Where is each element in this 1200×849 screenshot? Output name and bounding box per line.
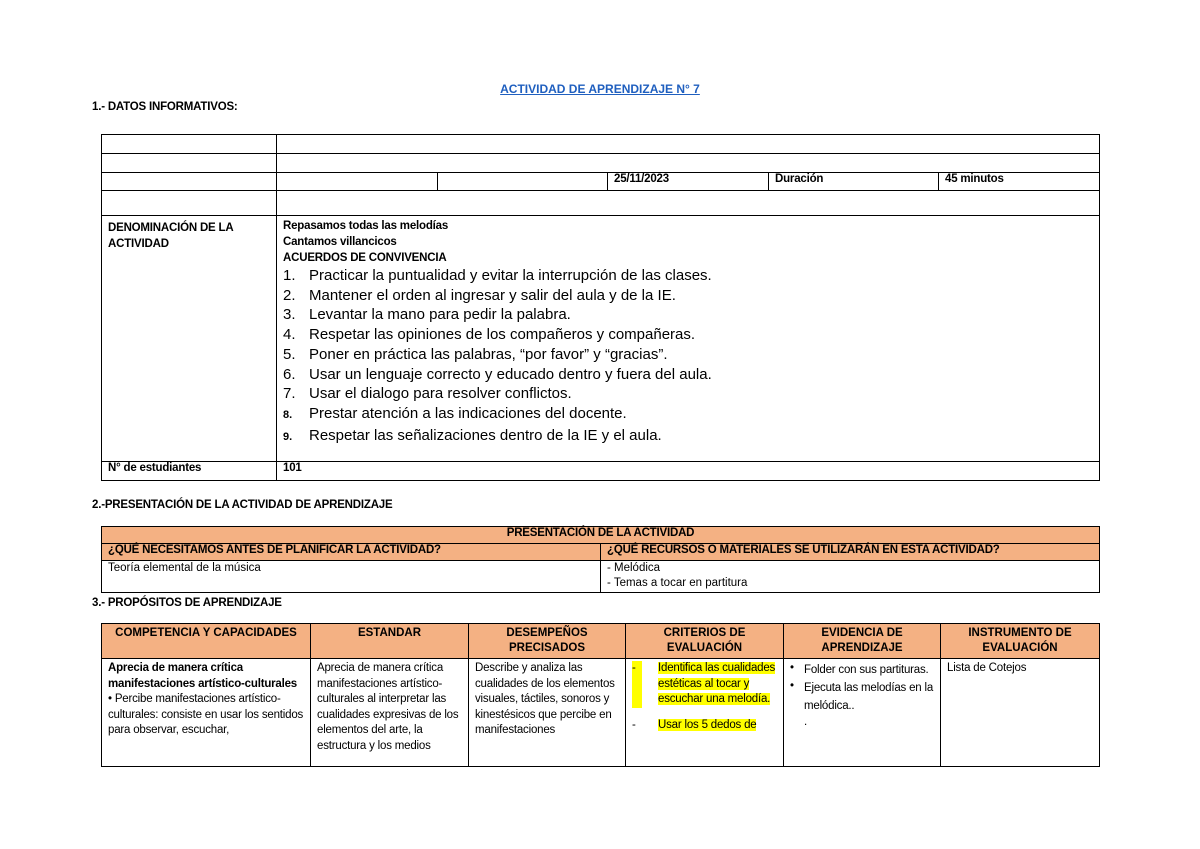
table-row [102,154,1100,173]
evidencia-extra: . [804,716,807,728]
criterio-text: Identifica las cualidades estéticas al tocar y escuchar una melodía. [658,662,776,705]
desempenos-cell: Describe y analiza las cualidades de los elementos visuales, táctiles, sonoros y kinestésicos que percibe en manifestaciones [469,659,626,767]
list-item: • Folder con sus partituras. [790,661,934,679]
criterios-cell [626,659,784,767]
table-row [102,527,1100,544]
table-row [102,624,1100,659]
denominacion-label: DENOMINACIÓN DE LA ACTIVIDAD [102,216,277,462]
col-header-recursos: ¿QUÉ RECURSOS O MATERIALES SE UTILIZARÁN EN ESTA ACTIVIDAD? [601,544,1100,561]
list-item: 8. Prestar atención a las indicaciones del docente. [283,404,627,422]
col-header-necesitamos: ¿QUÉ NECESITAMOS ANTES DE PLANIFICAR LA ACTIVIDAD? [102,544,601,561]
header-criterios: CRITERIOS DE EVALUACIÓN [626,624,784,659]
empty-cell [438,173,608,191]
estudiantes-label: N° de estudiantes [102,462,277,481]
propositos-table [101,623,1100,767]
section-heading-presentacion: 2.-PRESENTACIÓN DE LA ACTIVIDAD DE APRENDIZAJE [92,499,393,511]
estudiantes-value: 101 [277,462,1100,481]
empty-cell [277,154,1100,173]
list-item: - Melódica [607,562,661,574]
actividad-cell [277,216,1100,462]
bullet-icon: • [790,662,794,674]
criterio-text: Usar los 5 dedos de [658,718,757,731]
estandar-cell: Aprecia de manera crítica manifestaciones artístico-culturales al interpretar las cualidades expresivas de los elementos del arte, la estructura y los medios [311,659,469,767]
list-item: 7. Usar el dialogo para resolver conflictos. [283,385,572,403]
table-row [102,561,1100,593]
table-row [102,191,1100,216]
list-item: • Ejecuta las melodías en la melódica.. [790,679,934,715]
duration-value: 45 minutos [939,173,1100,191]
empty-cell [277,173,438,191]
section-heading-propositos: 3.- PROPÓSITOS DE APRENDIZAJE [92,597,282,609]
header-competencia: COMPETENCIA Y CAPACIDADES [102,624,311,659]
empty-cell [102,154,277,173]
empty-cell [277,135,1100,154]
table-row [102,173,1100,191]
list-item: 4. Respetar las opiniones de los compañeros y compañeras. [283,326,696,344]
list-item: - Temas a tocar en partitura [607,577,748,589]
header-evidencia: EVIDENCIA DE APRENDIZAJE [784,624,941,659]
list-item: - Identifica las cualidades estéticas al tocar y escuchar una melodía. [632,661,777,708]
recursos-values [601,561,1100,593]
list-item: - Usar los 5 dedos de [632,718,757,731]
acuerdos-list [283,266,1093,447]
instrumento-cell: Lista de Cotejos [941,659,1100,767]
bullet-icon: • [790,680,794,692]
list-item: 3. Levantar la mano para pedir la palabra. [283,306,571,324]
table-row [102,659,1100,767]
competencia-title: Aprecia de manera crítica manifestaciones artístico-culturales [108,662,298,690]
section-heading-datos: 1.- DATOS INFORMATIVOS: [92,101,238,113]
actividad-line: Cantamos villancicos [283,236,397,248]
presentacion-title: PRESENTACIÓN DE LA ACTIVIDAD [102,527,1100,544]
header-instrumento: INSTRUMENTO DE EVALUACIÓN [941,624,1100,659]
empty-cell [102,191,277,216]
table-row [102,216,1100,462]
empty-cell [102,135,277,154]
datos-informativos-table [101,134,1100,481]
date-value: 25/11/2023 [608,173,769,191]
necesitamos-value: Teoría elemental de la música [102,561,601,593]
competencia-text: • Percibe manifestaciones artístico-culturales: consiste en usar los sentidos para observar, escuchar, [108,693,304,736]
header-desempenos: DESEMPEÑOS PRECISADOS [469,624,626,659]
empty-cell [277,191,1100,216]
acuerdos-heading: ACUERDOS DE CONVIVENCIA [283,252,447,264]
table-row [102,544,1100,561]
header-estandar: ESTANDAR [311,624,469,659]
page-title: ACTIVIDAD DE APRENDIZAJE N° 7 [500,82,700,96]
list-item: 9. Respetar las señalizaciones dentro de la IE y el aula. [283,426,662,444]
table-row [102,462,1100,481]
empty-cell [102,173,277,191]
table-row [102,135,1100,154]
evidencia-cell [784,659,941,767]
actividad-line: Repasamos todas las melodías [283,220,449,232]
competencia-cell [102,659,311,767]
presentacion-table [101,526,1100,593]
list-item: 1. Practicar la puntualidad y evitar la interrupción de las clases. [283,267,712,284]
duration-label: Duración [769,173,939,191]
list-item: 2. Mantener el orden al ingresar y salir del aula y de la IE. [283,286,676,304]
list-item: 6. Usar un lenguaje correcto y educado dentro y fuera del aula. [283,365,712,383]
list-item: 5. Poner en práctica las palabras, “por favor” y “gracias”. [283,345,668,363]
